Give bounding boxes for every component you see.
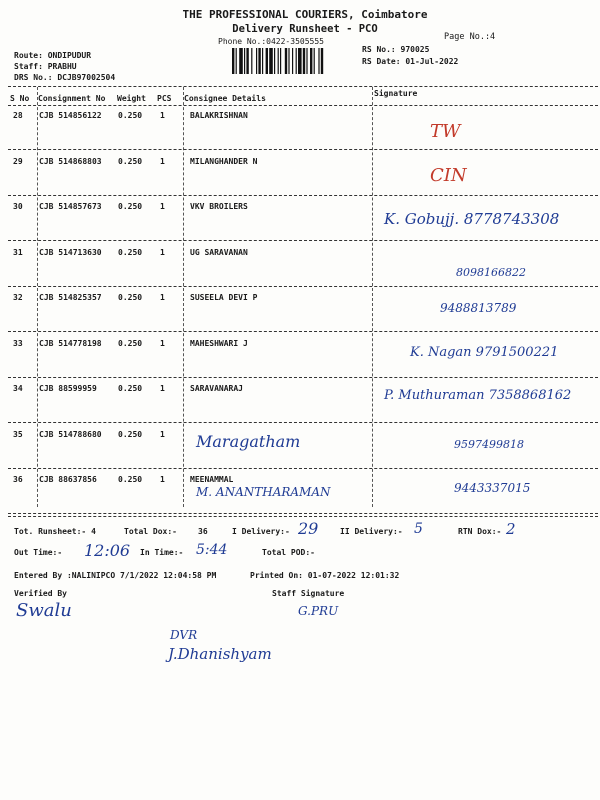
table-row <box>0 157 600 203</box>
barcode <box>232 48 354 74</box>
company-title: THE PROFESSIONAL COURIERS, Coimbatore <box>182 8 428 21</box>
dlr-initials: DVR <box>170 628 198 642</box>
row-signature: 9597499818 <box>454 437 524 451</box>
row-consignee: SARAVANARAJ <box>190 384 243 393</box>
col-sno: S No <box>10 94 30 103</box>
row-rule <box>8 331 598 332</box>
row-consignee: BALAKRISHNAN <box>190 111 248 120</box>
tot-runsheet: Tot. Runsheet:- 4 <box>14 527 96 536</box>
row-rule <box>8 149 598 150</box>
row-signature: TW <box>430 121 461 142</box>
col-pcs: PCS <box>157 94 172 103</box>
row-sno: 29 <box>13 156 23 166</box>
row-rule <box>8 286 598 287</box>
row-consignee: SUSEELA DEVI P <box>190 293 258 302</box>
row-weight: 0.250 <box>118 247 143 257</box>
row-consignee-handwritten: Maragatham <box>196 431 301 451</box>
col-signature: Signature <box>374 89 418 98</box>
row-weight: 0.250 <box>118 202 143 211</box>
row-pcs: 1 <box>160 156 165 166</box>
footer-rule <box>8 516 598 517</box>
row-pcs: 1 <box>160 202 165 211</box>
row-consignment-no: CJB 88599959 <box>39 384 97 393</box>
verified-signature: Swalu <box>16 600 72 621</box>
row-consignment-no: CJB 514868803 <box>39 156 102 166</box>
row-pcs: 1 <box>160 247 165 257</box>
rtn-dox-label: RTN Dox:- <box>458 527 502 536</box>
row-sno: 31 <box>13 247 23 257</box>
row-weight: 0.250 <box>118 338 143 348</box>
row-signature: CIN <box>430 164 467 186</box>
table-row <box>0 384 600 430</box>
row-weight: 0.250 <box>118 111 143 120</box>
table-row <box>0 111 600 157</box>
rtn-dox-value: 2 <box>506 520 516 538</box>
runsheet-title: Delivery Runsheet - PCO <box>232 23 378 35</box>
row-rule <box>8 240 598 241</box>
header-rule-top <box>8 86 598 87</box>
total-dox-label: Total Dox:- <box>124 527 177 536</box>
row-sno: 36 <box>13 475 23 484</box>
rs-number: RS No.: 970025 <box>362 45 430 54</box>
row-sno: 33 <box>13 338 23 348</box>
row-pcs: 1 <box>160 384 165 393</box>
row-rule <box>8 422 598 423</box>
row-sno: 32 <box>13 293 23 302</box>
table-row <box>0 475 600 521</box>
phone-number: Phone No.:0422-3505555 <box>218 37 324 46</box>
row-consignment-no: CJB 514778198 <box>39 338 102 348</box>
row-pcs: 1 <box>160 293 165 302</box>
row-consignee-handwritten: M. ANANTHARAMAN <box>196 485 331 499</box>
row-pcs: 1 <box>160 111 165 120</box>
row-pcs: 1 <box>160 338 165 348</box>
row-rule <box>8 513 598 514</box>
entered-by: Entered By :NALINIPCO 7/1/2022 12:04:58 PM <box>14 571 217 580</box>
header-rule-bottom <box>8 105 598 106</box>
table-row <box>0 202 600 248</box>
row-weight: 0.250 <box>118 475 143 484</box>
ii-delivery-value: 5 <box>414 521 423 537</box>
row-signature: 8098166822 <box>456 265 526 279</box>
row-weight: 0.250 <box>118 384 143 393</box>
out-time-label: Out Time:- <box>14 548 63 557</box>
row-signature: K. Gobujj. 8778743308 <box>384 210 560 228</box>
row-signature: P. Muthuraman 7358868162 <box>384 388 572 403</box>
row-weight: 0.250 <box>118 156 143 166</box>
col-consignee: Consignee Details <box>184 94 266 103</box>
row-consignment-no: CJB 88637856 <box>39 475 97 484</box>
row-consignee: MAHESHWARI J <box>190 338 248 348</box>
row-consignment-no: CJB 514856122 <box>39 111 102 120</box>
row-pcs: 1 <box>160 475 165 484</box>
page-number: Page No.:4 <box>444 32 496 42</box>
staff-signature-label: Staff Signature <box>272 589 345 598</box>
row-consignment-no: CJB 514713630 <box>39 247 102 257</box>
row-rule <box>8 377 598 378</box>
i-delivery-label: I Delivery:- <box>232 527 290 536</box>
table-row <box>0 248 600 294</box>
row-consignee: MILANGHANDER N <box>190 156 258 166</box>
row-consignment-no: CJB 514788680 <box>39 429 102 439</box>
total-pod-label: Total POD:- <box>262 548 315 557</box>
verified-by-label: Verified By <box>14 589 67 598</box>
row-sno: 30 <box>13 202 23 211</box>
in-time-label: In Time:- <box>140 548 184 557</box>
row-consignee: UG SARAVANAN <box>190 247 248 257</box>
staff-label: Staff: PRABHU <box>14 62 77 71</box>
row-sno: 35 <box>13 429 23 439</box>
row-consignment-no: CJB 514825357 <box>39 293 102 302</box>
row-signature: 9488813789 <box>440 301 517 315</box>
row-weight: 0.250 <box>118 293 143 302</box>
rs-date: RS Date: 01-Jul-2022 <box>362 57 459 66</box>
row-sno: 34 <box>13 384 23 393</box>
printed-on: Printed On: 01-07-2022 12:01:32 <box>250 571 400 580</box>
row-signature: K. Nagan 9791500221 <box>410 344 559 360</box>
i-delivery-value: 29 <box>298 519 319 538</box>
row-pcs: 1 <box>160 429 165 439</box>
row-signature: 9443337015 <box>454 481 531 495</box>
drs-number: DRS No.: DCJB97002504 <box>14 73 116 82</box>
ii-delivery-label: II Delivery:- <box>340 527 403 536</box>
row-rule <box>8 468 598 469</box>
row-rule <box>8 195 598 196</box>
out-time-value: 12:06 <box>84 541 131 560</box>
row-weight: 0.250 <box>118 429 143 439</box>
dlr-signature: J.Dhanishyam <box>168 645 272 663</box>
table-row <box>0 339 600 385</box>
route-label: Route: ONDIPUDUR <box>14 51 92 60</box>
row-consignee: VKV BROILERS <box>190 202 248 211</box>
row-sno: 28 <box>13 111 23 120</box>
table-row <box>0 430 600 476</box>
total-dox-value: 36 <box>198 527 208 536</box>
in-time-value: 5:44 <box>196 542 228 558</box>
col-weight: Weight <box>117 94 146 103</box>
staff-signature: G.PRU <box>298 604 339 618</box>
table-row <box>0 293 600 339</box>
row-consignee: MEENAMMAL <box>190 475 234 484</box>
row-consignment-no: CJB 514857673 <box>39 202 102 211</box>
col-consignment: Consignment No <box>38 94 106 103</box>
